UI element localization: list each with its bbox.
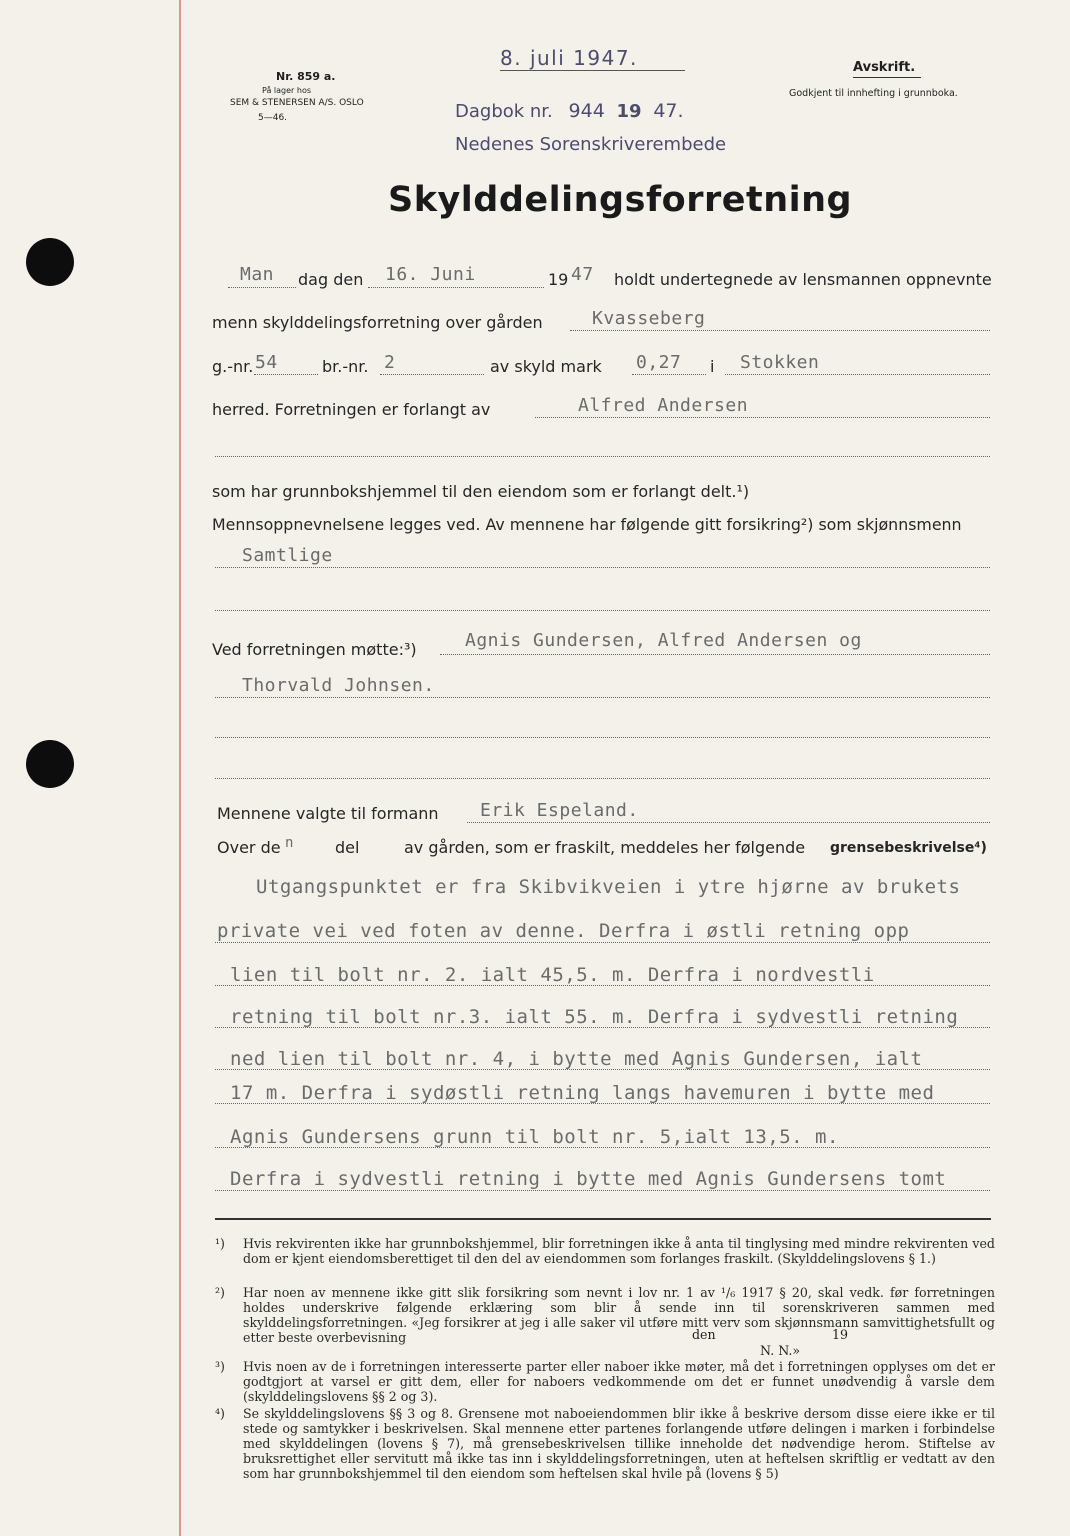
description-line: Derfra i sydvestli retning i bytte med Agnis Gundersens tomt <box>230 1168 947 1190</box>
brnr-value: 2 <box>384 352 396 373</box>
holdt-text: holdt undertegnede av lensmannen oppnevnte <box>614 270 992 289</box>
dotted-line <box>215 1190 990 1191</box>
requested-by: Alfred Andersen <box>578 395 749 416</box>
year-printed: 19 <box>548 270 569 289</box>
dag-den-label: dag den <box>298 270 364 289</box>
gnr-value: 54 <box>255 352 278 373</box>
herred-text: herred. Forretningen er forlangt av <box>212 400 491 419</box>
dotted-line <box>215 1103 990 1104</box>
municipality: Stokken <box>740 352 820 373</box>
menn-text: menn skylddelingsforretning over gården <box>212 313 543 332</box>
dotted-line <box>570 330 990 331</box>
footnote2-year: 19 <box>832 1327 849 1342</box>
stamp-date: 8. juli 1947. <box>500 46 638 70</box>
dotted-line <box>215 697 990 698</box>
footnote-text: Hvis noen av de i forretningen interesserte parter eller naboer ikke møter, må det i forretningen opplyses om det er godtgjort at varsel er gitt dem, eller for naboers vedkommende om det er funnet unødvendig å varsle dem (skylddelingslovens §§ 2 og 3). <box>243 1359 995 1404</box>
footnote2-signature: N. N.» <box>760 1343 801 1358</box>
avskrift-title: Avskrift. <box>853 60 916 75</box>
dotted-line <box>215 1027 990 1028</box>
punch-hole <box>26 238 74 286</box>
hjemmel-text: som har grunnbokshjemmel til den eiendom som er forlangt delt.¹) <box>212 482 750 501</box>
description-line: 17 m. Derfra i sydøstli retning langs havemuren i bytte med <box>230 1082 935 1104</box>
dotted-line <box>215 942 990 943</box>
gnr-label: g.-nr. <box>212 357 254 376</box>
dotted-line <box>215 456 990 457</box>
dotted-line <box>215 1069 990 1070</box>
footnote-4 <box>215 1406 995 1481</box>
punch-hole <box>26 740 74 788</box>
description-line: Agnis Gundersens grunn til bolt nr. 5,ialt 13,5. m. <box>230 1126 839 1148</box>
dotted-line <box>380 374 484 375</box>
farm-name: Kvasseberg <box>592 308 706 329</box>
document-title: Skylddelingsforretning <box>388 180 853 220</box>
attended-label: Ved forretningen møtte:³) <box>212 640 417 659</box>
dotted-line <box>215 985 990 986</box>
footnote2-den: den <box>692 1327 716 1342</box>
form-number: Nr. 859 a. <box>276 70 336 83</box>
dotted-line <box>254 374 318 375</box>
over-hand: n <box>285 835 294 851</box>
dotted-line <box>228 287 296 288</box>
publisher-line1: På lager hos <box>262 86 311 95</box>
description-line: private vei ved foten av denne. Derfra i østli retning opp <box>217 920 910 942</box>
i-label: i <box>710 357 715 376</box>
footnote-2 <box>215 1285 995 1345</box>
margin-line <box>179 0 181 1536</box>
dotted-line <box>215 778 990 779</box>
dagbok-no: 944 <box>568 100 605 122</box>
description-line: ned lien til bolt nr. 4, i bytte med Agnis Gundersen, ialt <box>230 1048 923 1070</box>
skyld-value: 0,27 <box>636 352 682 373</box>
stamp-date-underline <box>500 70 685 71</box>
sworn-men: Samtlige <box>242 545 333 566</box>
dagbok-label: Dagbok nr. <box>455 101 553 122</box>
dotted-line <box>467 822 990 823</box>
dotted-line <box>215 610 990 611</box>
footnote-text: Har noen av mennene ikke gitt slik forsikring som nevnt i lov nr. 1 av ¹/₆ 1917 § 20, skal vedk. før forretningen holdes underskrive følgende erklæring som blir å sende inn til sorenskriveren sammen med skylddelingsforretningen. «Jeg forsikrer at jeg i alle saker vil utføre mitt verv som skjønnsmann samvittighetsfullt og etter beste overbevisning <box>243 1285 995 1345</box>
description-line: lien til bolt nr. 2. ialt 45,5. m. Derfra i nordvestli <box>230 964 875 986</box>
dotted-line <box>725 374 990 375</box>
form-edition: 5—46. <box>258 113 288 123</box>
date-day-month: 16. Juni <box>385 264 476 285</box>
skyld-label: av skyld mark <box>490 357 602 376</box>
dotted-line <box>215 1147 990 1148</box>
formann-label: Mennene valgte til formann <box>217 804 439 823</box>
footnote-3 <box>215 1359 995 1404</box>
attended-line2: Thorvald Johnsen. <box>242 675 435 696</box>
dagbok-number <box>455 100 684 122</box>
avskrift-underline <box>853 77 921 78</box>
mennsopp-text: Mennsoppnevnelsene legges ved. Av mennene har følgende gitt forsikring²) som skjønnsmenn <box>212 515 962 534</box>
dagbok-year-prefix: 19 <box>616 101 642 122</box>
footnote-marker: ²) <box>215 1285 225 1300</box>
description-line: retning til bolt nr.3. ialt 55. m. Derfra i sydvestli retning <box>230 1006 959 1028</box>
footnote-text: Se skylddelingslovens §§ 3 og 8. Grensene mot naboeiendommen blir ikke å beskrive dersom disse eiere ikke er til stede og samtykker i beskrivelsen. Skal mennene etter partenes forlangende utføre delingen i marken i forbindelse med skylddelingen (lovens § 7), må grensebeskrivelsen tillike inneholde det nødvendige herom. Stiftelse av bruksrettighet eller servitutt må ikke tas inn i skylddelingsforretningen, uten at heftelsen skriftlig er vedtatt av den som har grunnbokshjemmel til den eiendom som heftelsen skal hvile på (lovens § 5) <box>243 1406 995 1481</box>
formann-name: Erik Espeland. <box>480 800 639 821</box>
footnote-text: Hvis rekvirenten ikke har grunnbokshjemmel, blir forretningen ikke å anta til tinglysing med mindre rekvirenten ved dom er kjent eiendomsberettiget til den del av eiendommen som forlanges fraskilt. (Skylddelingslovens § 1.) <box>243 1236 995 1266</box>
over-rest: av gården, som er fraskilt, meddeles her følgende <box>404 838 806 857</box>
dotted-line <box>632 374 706 375</box>
publisher-line2: SEM & STENERSEN A/S. OSLO <box>230 98 364 108</box>
footnote-marker: ⁴) <box>215 1406 225 1421</box>
dotted-line <box>440 654 990 655</box>
dotted-line <box>535 417 990 418</box>
avskrift-note: Godkjent til innhefting i grunnboka. <box>789 88 958 99</box>
over-label: Over de <box>217 838 281 857</box>
dotted-line <box>215 737 990 738</box>
del-label: del <box>335 838 360 857</box>
office-stamp: Nedenes Sorenskriverembede <box>455 134 727 155</box>
brnr-label: br.-nr. <box>322 357 369 376</box>
grense-label: grensebeskrivelse⁴) <box>830 840 987 856</box>
footnote-marker: ¹) <box>215 1236 225 1251</box>
footnote-rule <box>215 1218 991 1220</box>
year-handwritten: 47 <box>571 264 594 285</box>
dotted-line <box>215 567 990 568</box>
description-line: Utgangspunktet er fra Skibvikveien i ytre hjørne av brukets <box>256 876 961 898</box>
attended-line1: Agnis Gundersen, Alfred Andersen og <box>465 630 862 651</box>
dotted-line <box>368 287 544 288</box>
weekday: Man <box>240 264 275 285</box>
dagbok-year-suffix: 47. <box>653 100 684 122</box>
footnote-marker: ³) <box>215 1359 225 1374</box>
footnote-1 <box>215 1236 995 1266</box>
